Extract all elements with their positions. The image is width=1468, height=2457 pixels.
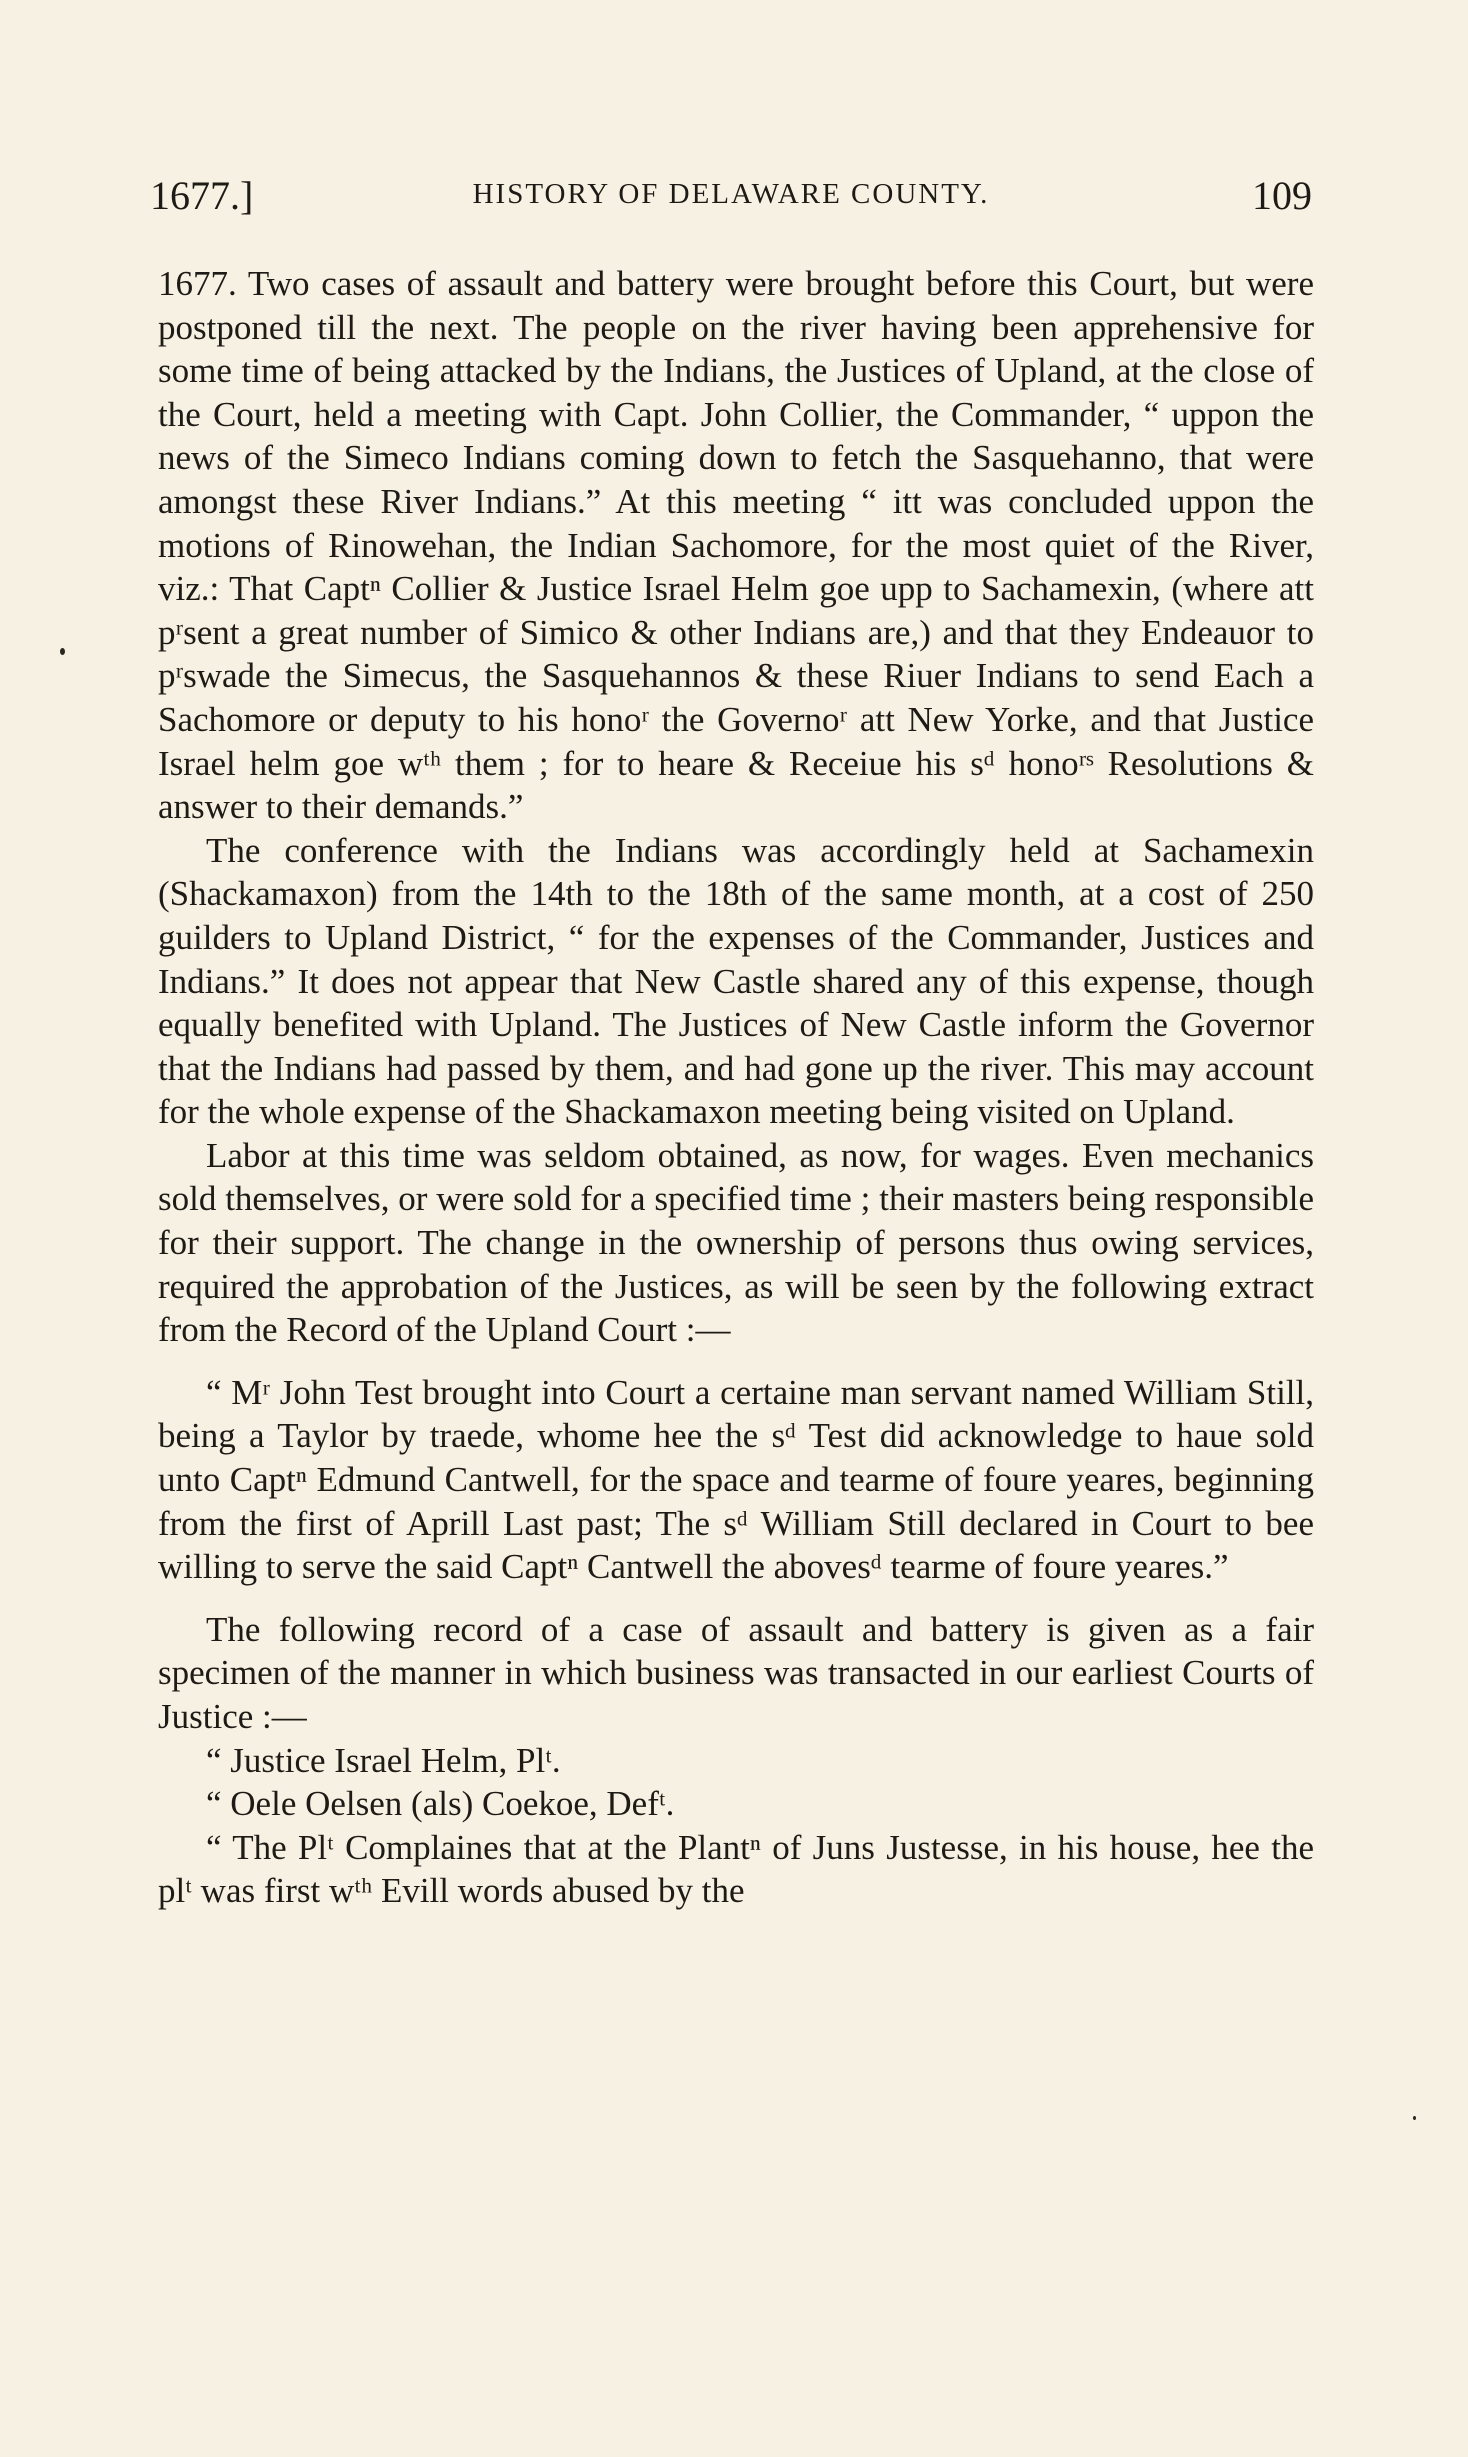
paper-speck: [60, 648, 65, 655]
record-complaint-line: “ The Plᵗ Complaines that at the Plantⁿ of Juns Justesse, in his house, hee the plᵗ was first wᵗʰ Evill words abused by the: [158, 1827, 1314, 1911]
paragraph-conference: The conference with the Indians was accordingly held at Sachamexin (Shackamaxon) from the 14th to the 18th of the same month, at a cost of 250 guilders to Upland District, “ for the expenses of the Commander, Justices and Indians.” It does not appear that New Castle shared any of this expense, though equally benefited with Upland. The Justices of New Castle inform the Governor that the Indians had passed by them, and had gone up the river. This may account for the whole expense of the Shackamaxon meeting being visited on Upland.: [158, 830, 1314, 1132]
body-text: [158, 262, 1314, 1913]
page-header: [150, 172, 1312, 222]
running-title: HISTORY OF DELAWARE COUNTY.: [472, 178, 990, 210]
record-plaintiff-line: “ Justice Israel Helm, Plᵗ.: [206, 1740, 561, 1780]
paragraph-shackamaxon-meeting: 1677. Two cases of assault and battery were brought before this Court, but were postponed till the next. The people on the river having been apprehensive for some time of being attacked by the Indians, the Justices of Upland, at the close of the Court, held a meeting with Capt. John Collier, the Commander, “ uppon the news of the Simeco Indians coming down to fetch the Sasquehanno, that were amongst these River Indians.” At this meeting “ itt was concluded uppon the motions of Rinowehan, the Indian Sachomore, for the most quiet of the River, viz.: That Captⁿ Collier & Justice Israel Helm goe upp to Sachamexin, (where att pʳsent a great number of Simico & other Indians are,) and that they Endeauor to pʳswade the Simecus, the Sasquehannos & these Riuer Indians to send Each a Sachomore or deputy to his honoʳ the Governoʳ att New Yorke, and that Justice Israel helm goe wᵗʰ them ; for to heare & Receiue his sᵈ honoʳˢ Resolutions & answer to their demands.”: [158, 264, 1314, 827]
paragraph-labor: Labor at this time was seldom obtained, as now, for wages. Even mechanics sold themselves, or were sold for a specified time ; their masters being responsible for their support. The change in the ownership of persons thus owing services, required the approbation of the Justices, as will be seen by the following extract from the Record of the Upland Court :—: [158, 1135, 1314, 1350]
record-defendant-line: “ Oele Oelsen (als) Coekoe, Defᵗ.: [206, 1784, 675, 1824]
header-year: 1677.]: [150, 173, 254, 218]
paper-speck: [1413, 2116, 1416, 2120]
paragraph-assault-record-intro: The following record of a case of assault and battery is given as a fair specimen of the manner in which business was transacted in our earliest Courts of Justice :—: [158, 1609, 1314, 1736]
quote-john-test-record: “ Mʳ John Test brought into Court a certaine man servant named William Still, being a Taylor by traede, whome hee the sᵈ Test did acknowledge to haue sold unto Captⁿ Edmund Cantwell, for the space and tearme of foure yeares, beginning from the first of Aprill Last past; The sᵈ William Still declared in Court to bee willing to serve the said Captⁿ Cantwell the abovesᵈ tearme of foure yeares.”: [158, 1372, 1314, 1587]
page-number: 109: [1252, 173, 1312, 218]
